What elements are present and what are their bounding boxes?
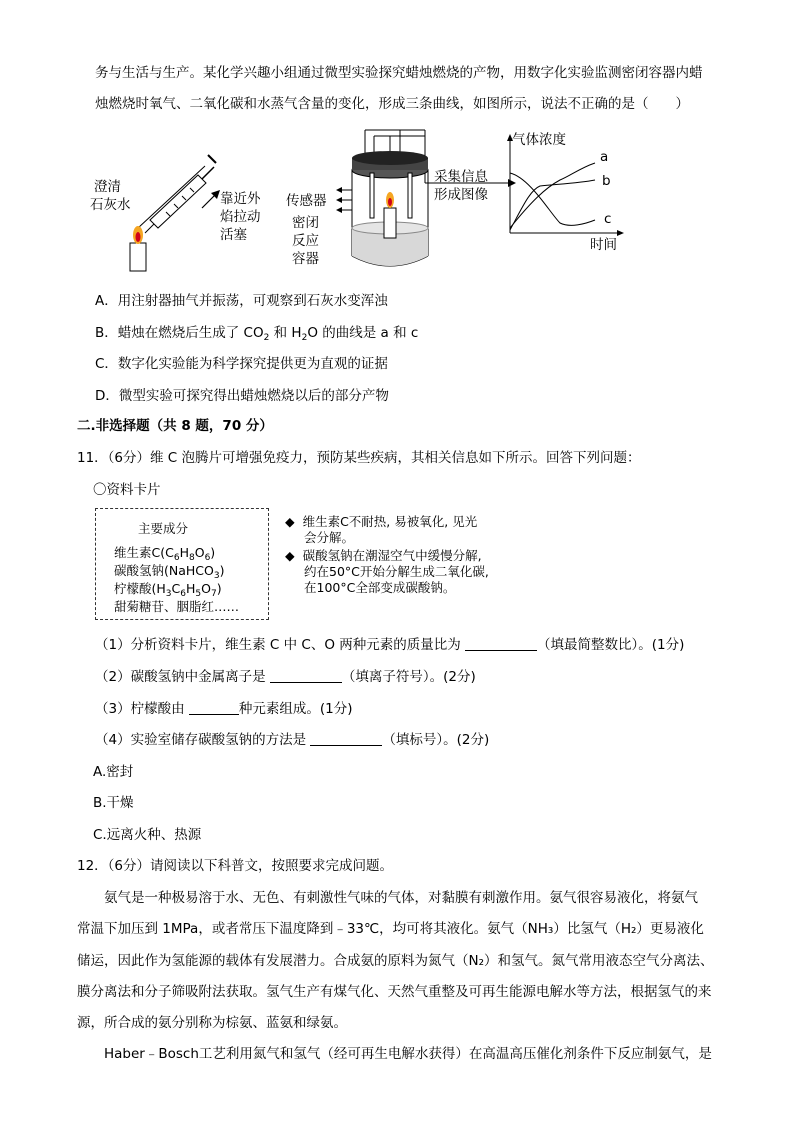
label-collect-1: 采集信息 [434,169,488,185]
q11-choice-a: A.密封 [93,764,134,780]
q11-sub1: （1）分析资料卡片，维生素 C 中 C、O 两种元素的质量比为 （填最简整数比）。(1分) [95,637,685,653]
card-item-others: 甜菊糖苷、胭脂红…… [114,599,240,614]
chart-ylabel: 气体浓度 [512,132,566,148]
q10-option-c: C．数字化实验能为科学探究提供更为直观的证据 [95,356,388,372]
q12-p1-line2: 常温下加压到 1MPa，或者常压下温度降到﹣33℃，均可将其液化。氨气（NH₃）比氢气（H₂）更易液化 [77,921,704,937]
sensor-arrows-icon [336,187,352,213]
curve-line-b [510,163,595,228]
label-container-1: 密闭 [292,215,319,231]
q11-stem: 11．（6分）维 C 泡腾片可增强免疫力，预防某些疾病，其相关信息如下所示。回答下列问题： [77,450,641,466]
q11-sub2: （2）碳酸氢钠中金属离子是 （填离子符号）。(2分) [95,669,476,685]
q12-p1-line4: 膜分离法和分子筛吸附法获取。氢气生产有煤气化、天然气重整及可再生能源电解水等方法，根据氢气的来 [77,984,712,1000]
option-b-text2: 和 H [269,325,302,341]
chart-xlabel: 时间 [590,237,617,253]
q11-choice-b: B.干燥 [93,795,134,811]
q11-sub4: （4）实验室储存碳酸氢钠的方法是 （填标号）。(2分) [95,732,490,748]
curve-line-a [510,173,595,225]
candle-icon-left [130,226,146,271]
bullet2-line3: 在100°C全部变成碳酸钠。 [304,580,456,595]
option-b-sub1: 2 [263,333,270,343]
bullet1-line2: 会分解。 [304,530,355,545]
card-item-citric-acid: 柠檬酸$(H_3C_6H_5O_7)$ [114,581,222,599]
q10-stem-line1: 务与生活与生产。某化学兴趣小组通过微型实验探究蜡烛燃烧的产物，用数字化实验监测密闭容器内蜡 [95,65,703,81]
syringe-icon [138,155,216,233]
bullet2-line2: 约在50°C开始分解生成二氧化碳, [304,564,489,579]
curve-label-c: c [604,211,612,227]
answer-blank-4[interactable] [310,731,382,746]
pull-arrow-icon [202,190,220,208]
label-container-2: 反应 [292,233,319,249]
option-b-text3: O 的曲线是 a 和 c [307,325,419,341]
q11-card-title: 〇资料卡片 [93,482,161,498]
label-limewater-2: 石灰水 [90,197,131,213]
experiment-diagram [90,128,650,273]
q10-option-b [95,324,418,342]
candle-experiment-figure [90,128,650,273]
q12-p1-line1: 氨气是一种极易溶于水、无色、有刺激性气味的气体，对黏膜有刺激作用。氨气很容易液化，将氨气 [104,890,698,906]
label-pull-2: 焰拉动 [220,209,261,225]
card-item-vitamin-c: 维生素$C(C_6H_8O_6)$ [114,545,216,563]
q11-choice-c: C.远离火种、热源 [93,827,202,843]
section2-title: 二.非选择题（共 8 题，70 分） [77,418,273,434]
curve-label-a: a [600,149,609,165]
label-collect-2: 形成图像 [434,187,488,203]
label-container-3: 容器 [292,251,319,267]
q10-option-d: D．微型实验可探究得出蜡烛燃烧以后的部分产物 [95,388,389,404]
q10-stem-line2: 烛燃烧时氧气、二氧化碳和水蒸气含量的变化，形成三条曲线，如图所示，说法不正确的是（ ） [95,96,689,112]
q10-option-a: A．用注射器抽气并振荡，可观察到石灰水变浑浊 [95,293,388,309]
label-pull-1: 靠近外 [220,191,261,207]
card-heading: 主要成分 [138,521,189,536]
q12-p2-line1: Haber﹣Bosch工艺利用氮气和氢气（经可再生电解水获得）在高温高压催化剂条件下反应制氨气，是 [104,1046,712,1062]
option-b-text1: B．蜡烛在燃烧后生成了 CO [95,325,264,341]
bullet2-line1: ◆ 碳酸氢钠在潮湿空气中缓慢分解, [285,548,482,563]
q12-stem: 12．（6分）请阅读以下科普文，按照要求完成问题。 [77,858,394,874]
answer-blank-2[interactable] [270,668,342,683]
label-limewater-1: 澄清 [94,179,121,195]
bullet-icon: ◆ [285,548,295,563]
bullet-icon: ◆ [285,514,295,529]
q11-sub3: （3）柠檬酸由 种元素组成。(1分) [95,701,353,717]
answer-blank-3[interactable] [189,700,239,715]
card-item-sodium-bicarbonate: 碳酸氢钠(NaHCO$_3$) [114,563,225,581]
label-pull-3: 活塞 [220,227,247,243]
answer-blank-1[interactable] [465,636,537,651]
option-b-sub2: 2 [301,333,308,343]
curve-line-c [510,180,595,230]
bullet1-line1: ◆ 维生素C不耐热, 易被氧化, 见光 [285,514,478,529]
q12-p1-line3: 储运，因此作为氢能源的载体有发展潜力。合成氨的原料为氮气（N₂）和氢气。氮气常用液态空气分离法、 [77,953,714,969]
curve-label-b: b [602,173,611,189]
q12-p1-line5: 源，所合成的氨分别称为棕氨、蓝氨和绿氨。 [77,1015,347,1031]
info-card [95,508,269,620]
label-sensor: 传感器 [286,193,327,209]
